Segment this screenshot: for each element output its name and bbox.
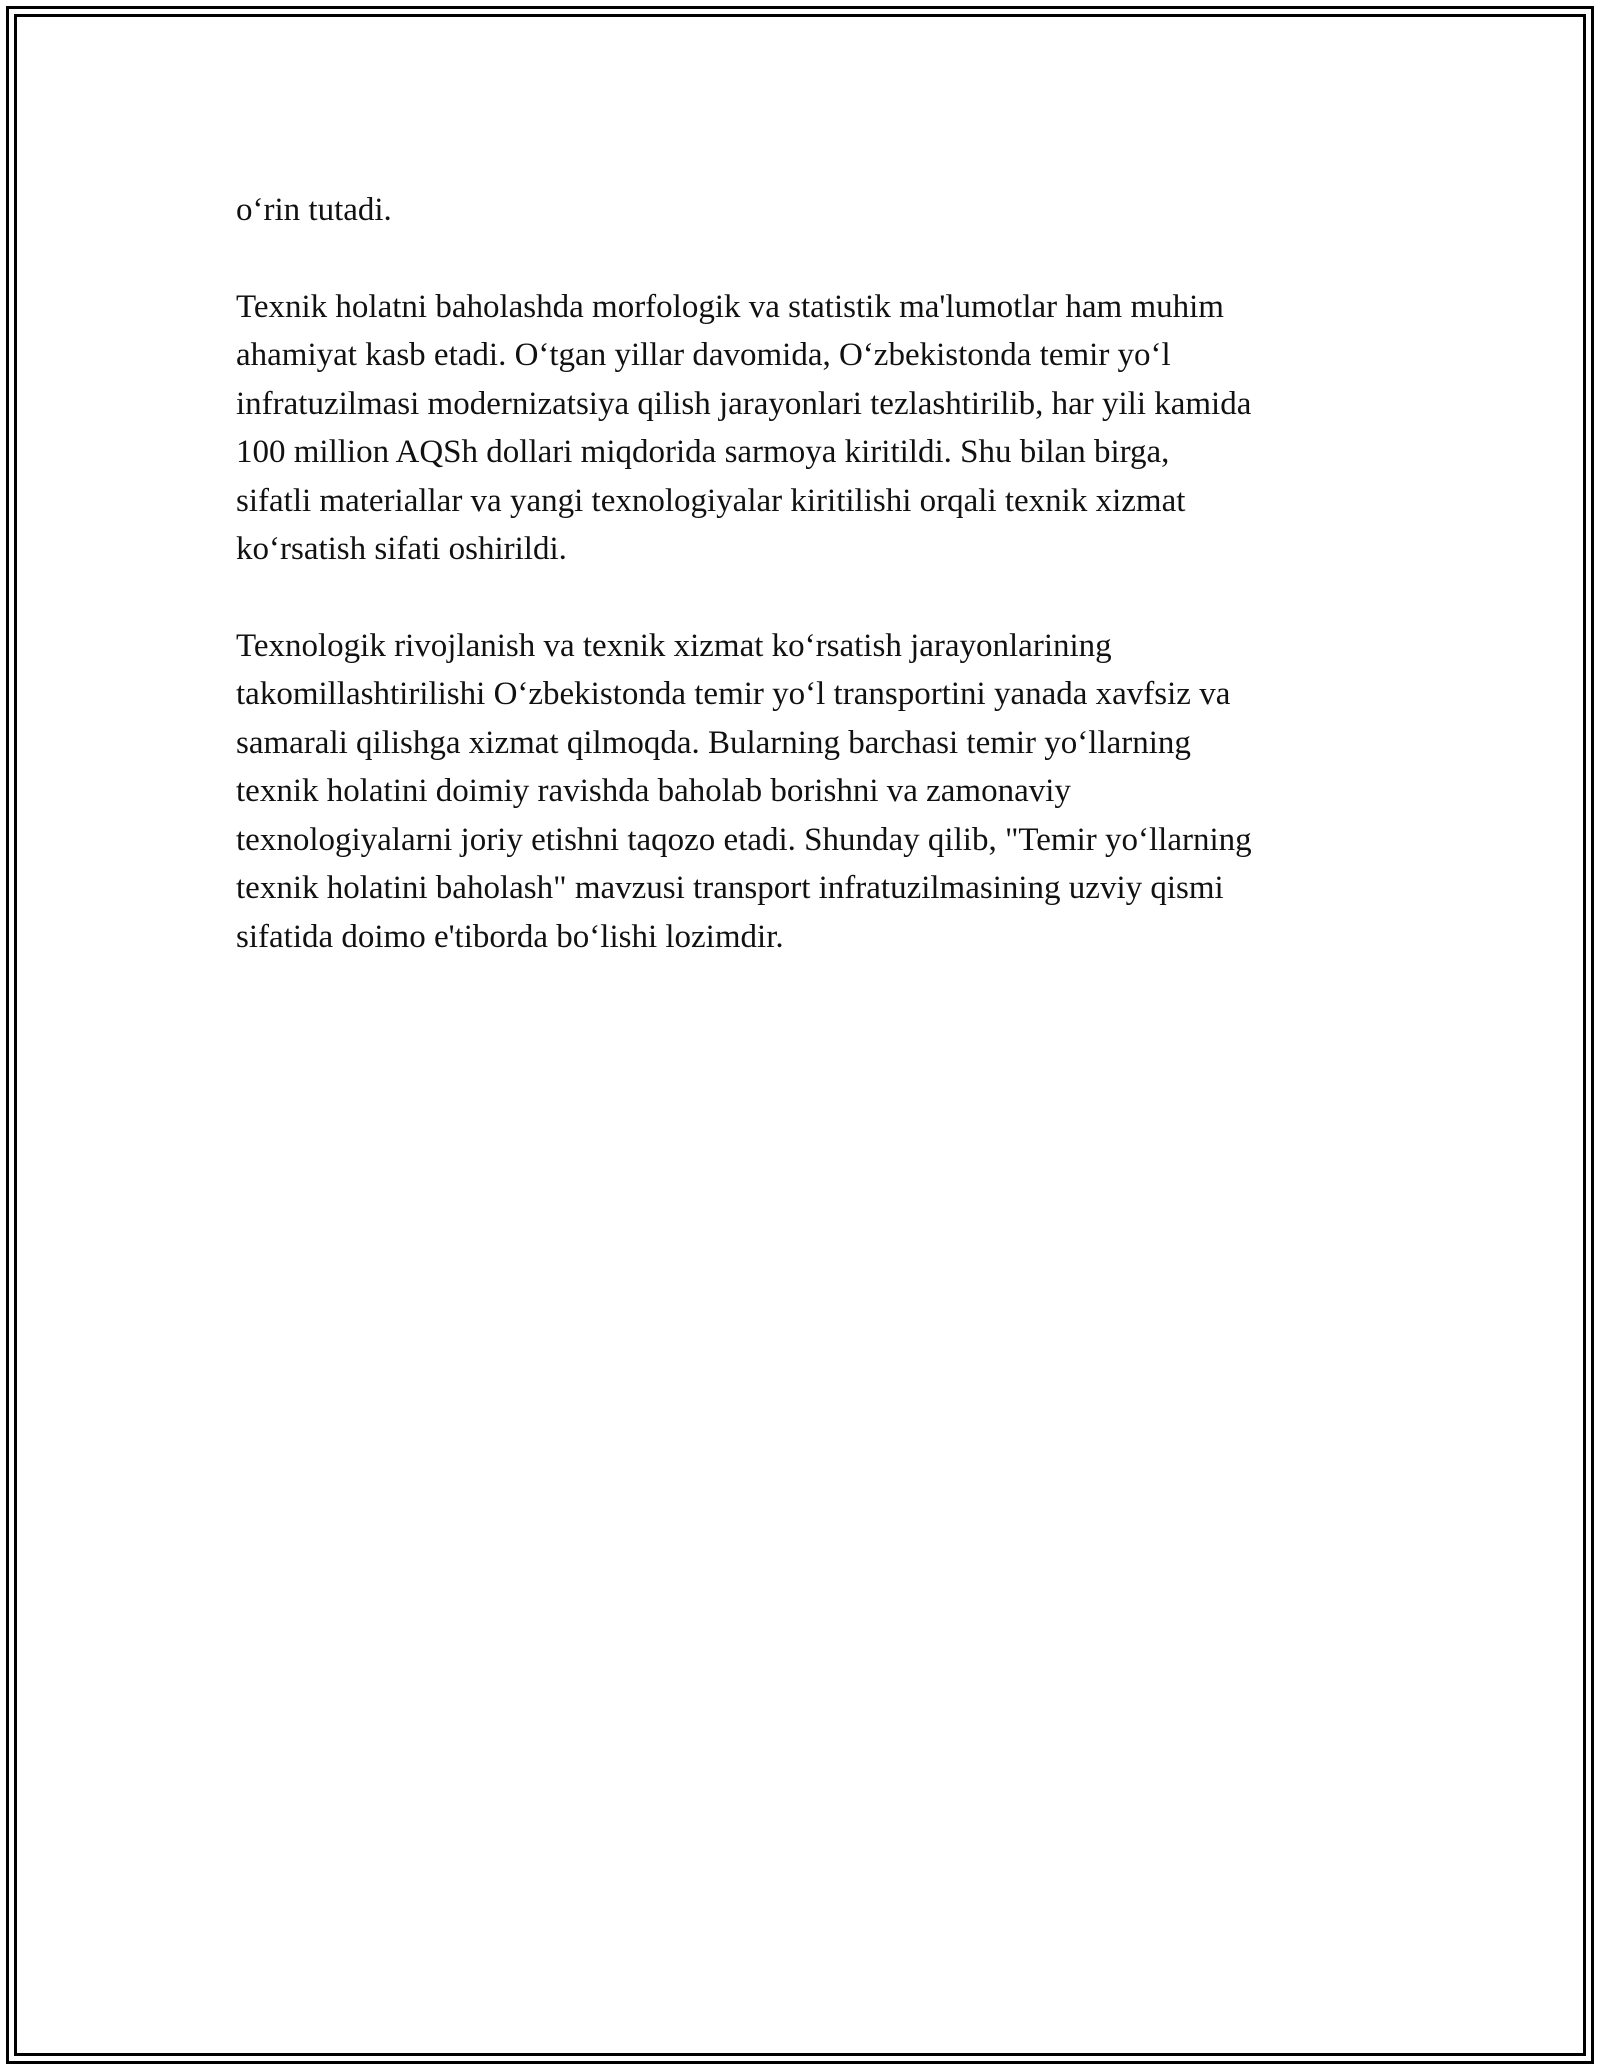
document-body [236, 186, 1396, 961]
paragraph-spacer [236, 235, 1396, 283]
paragraph-spacer [236, 574, 1396, 622]
paragraph-technical-assessment: Texnik holatni baholashda morfologik va statistik ma'lumotlar ham muhim ahamiyat kasb etadi. O‘tgan yillar davomida, O‘zbekistonda temir yo‘l infratuzilmasi modernizatsiya qilish jarayonlari tezlashtirilib, har yili kamida 100 million AQSh dollari miqdorida sarmoya kiritildi. Shu bilan birga, sifatli materiallar va yangi texnologiyalar kiritilishi orqali texnik xizmat ko‘rsatish sifati oshirildi. [236, 288, 1252, 567]
paragraph-technological-development: Texnologik rivojlanish va texnik xizmat ko‘rsatish jarayonlarining takomillashtirilishi O‘zbekistonda temir yo‘l transportini yanada xavfsiz va samarali qilishga xizmat qilmoqda. Bularning barchasi temir yo‘llarning texnik holatini doimiy ravishda baholab borishni va zamonaviy texnologiyalarni joriy etishni taqozo etadi. Shunday qilib, "Temir yo‘llarning texnik holatini baholash" mavzusi transport infratuzilmasining uzviy qismi sifatida doimo e'tiborda bo‘lishi lozimdir. [236, 627, 1252, 955]
continuation-line: o‘rin tutadi. [236, 192, 392, 228]
